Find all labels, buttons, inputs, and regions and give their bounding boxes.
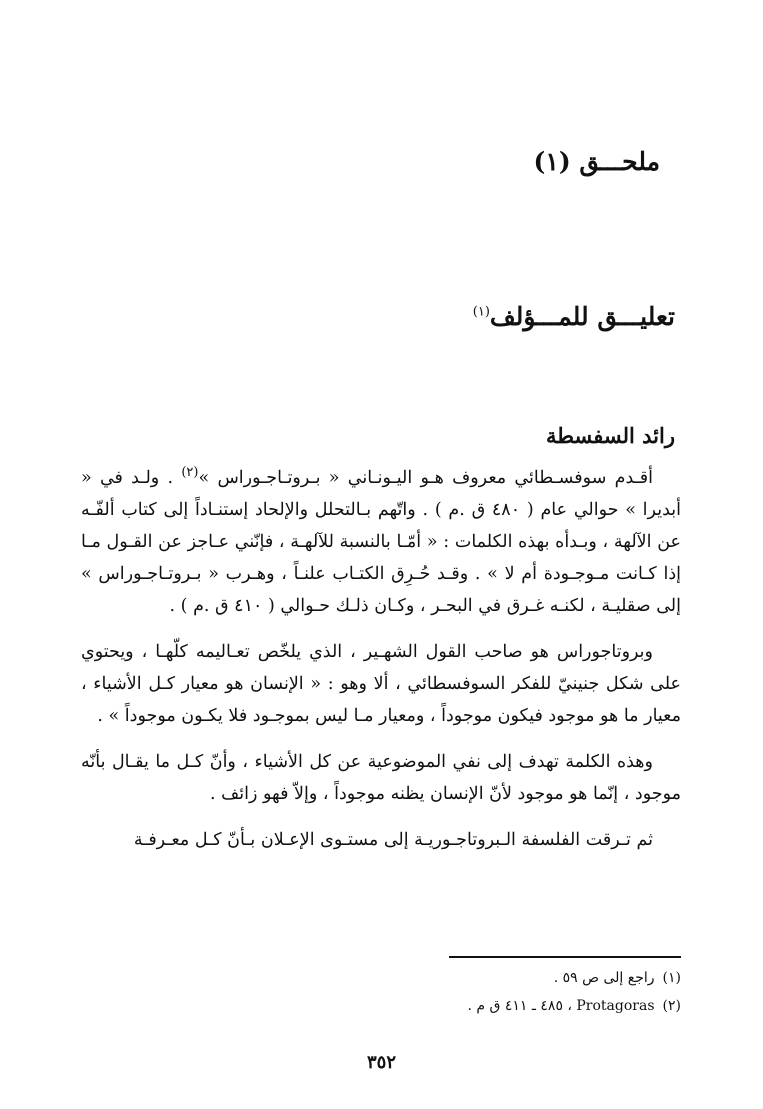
paragraph-3: وهذه الكلمة تهدف إلى نفي الموضوعية عن كل الأشياء ، وأنّ كـل ما يقـال بأنّه موجود ، إنّما هو موجود لأنّ الإنسان يظنه موجوداً ، وإلاّ فهو زائف . xyxy=(81,751,681,804)
footnote-1-text: راجع إلى ص ٥٩ . xyxy=(553,970,655,986)
section-heading: رائد السفسطة xyxy=(546,423,675,448)
footnote-1-mark: (١) xyxy=(662,970,681,986)
appendix-title: ملحـــق (١) xyxy=(533,147,660,176)
paragraph-4: ثم تـرقت الفلسفة الـبروتاجـوريـة إلى مستـوى الإعـلان بـأنّ كـل معـرفـة xyxy=(133,829,653,850)
author-note-title xyxy=(473,302,675,331)
footnotes xyxy=(81,964,681,1020)
paragraph-1-part-2: . ولـد في « أبديرا » حوالي عام ( ٤٨٠ ق .م ) . واتّهم بـالتحلل والإلحاد إستنـاداً إلى كتاب ألفّـه عن الآلهة ، وبـدأه بهذه الكلمات : « أمّـا بالنسبة للآلهـة ، فإنّني عـاجز عن القـول مـا إذا كـانت مـوجـودة أم لا » . وقـد حُـرِق الكتـاب علنـاً ، وهـرب « بـروتـاجـوراس » إلى صقليـة ، لكنـه غـرق في البحـر ، وكـان ذلـك حـوالي ( ٤١٠ ق .م ) . xyxy=(81,467,681,616)
footnote-ref-2: (٢) xyxy=(181,465,199,480)
footnote-2 xyxy=(81,992,681,1020)
footnote-2-mark: (٢) xyxy=(662,998,681,1014)
author-note-title-text: تعليـــق للمـــؤلف xyxy=(489,302,675,331)
footnote-divider xyxy=(449,956,681,958)
paragraph-2: وبروتاجوراس هو صاحب القول الشهـير ، الذي يلخّص تعـاليمه كلّهـا ، ويحتوي على شكل جنينيّ للفكر السوفسطائي ، ألا وهو : « الإنسان هو معيار كـل الأشياء ، معيار ما هو موجود فيكون موجوداً ، ومعيار مـا ليس بموجـود فلا يكـون موجوداً » . xyxy=(81,641,681,726)
footnote-2-text: Protagoras ، ٤٨٥ ـ ٤١١ ق م . xyxy=(467,998,655,1014)
paragraph-1-part-1: أقـدم سوفسـطائي معروف هـو اليـونـاني « بـروتـاجـوراس » xyxy=(198,467,653,488)
page-number: ٣٥٢ xyxy=(366,1052,396,1073)
paragraph-1 xyxy=(81,457,681,622)
body-text xyxy=(81,457,681,870)
author-note-footnote-ref: (١) xyxy=(472,304,490,320)
footnote-1 xyxy=(81,964,681,992)
